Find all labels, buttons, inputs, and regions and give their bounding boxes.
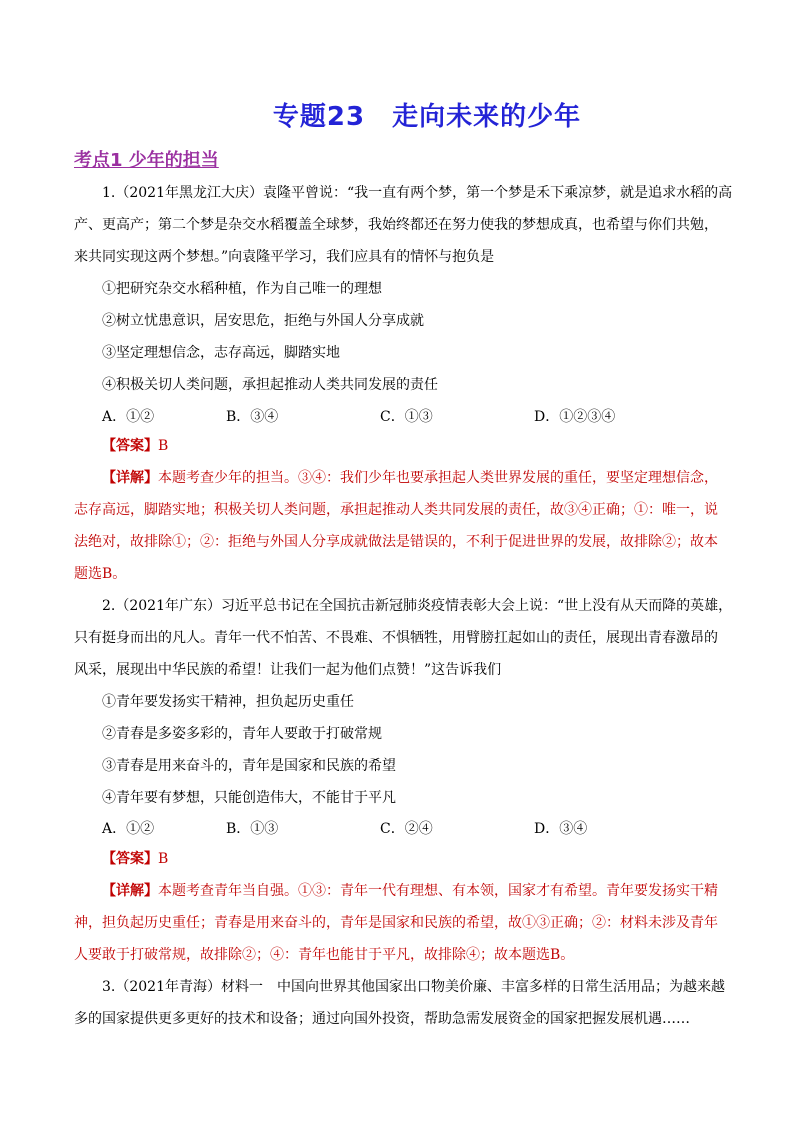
q2-stem-line-1: 2.（2021年广东）习近平总书记在全国抗击新冠肺炎疫情表彰大会上说：“世上没有从天而降的英雄，	[102, 598, 733, 614]
q1-answer	[102, 436, 752, 456]
q1-option-d: D．①②③④	[534, 409, 616, 425]
page-title: 专题23 走向未来的少年	[272, 102, 582, 132]
q1-item-1: ①把研究杂交水稻种植，作为自己唯一的理想	[102, 281, 382, 297]
q2-item-4: ④青年要有梦想，只能创造伟大，不能甘于平凡	[102, 790, 396, 806]
section-heading: 考点1 少年的担当	[74, 150, 219, 171]
q2-option-a: A．①②	[102, 821, 155, 837]
q1-item-3: ③坚定理想信念，志存高远，脚踏实地	[102, 345, 340, 361]
q2-detail-line-3: 人要敢于打破常规，故排除②；④：青年也能甘于平凡，故排除④；故本题选B。	[74, 947, 575, 963]
q1-option-a: A．①②	[102, 409, 155, 425]
q1-detail-line-1	[102, 468, 752, 488]
q2-detail-line-2: 神，担负起历史重任；青春是用来奋斗的，青年是国家和民族的希望，故①③正确；②：材料未涉及青年	[74, 915, 718, 931]
q1-stem-line-1: 1.（2021年黑龙江大庆）袁隆平曾说：“我一直有两个梦，第一个梦是禾下乘凉梦，就是追求水稻的高	[102, 185, 733, 201]
q1-answer-label: 【答案】	[102, 438, 158, 454]
q2-answer	[102, 849, 752, 869]
q2-item-1: ①青年要发扬实干精神，担负起历史重任	[102, 694, 354, 710]
q2-item-2: ②青春是多姿多彩的，青年人要敢于打破常规	[102, 726, 382, 742]
q1-detail-line-4: 题选B。	[74, 566, 127, 582]
q2-option-d: D．③④	[534, 821, 588, 837]
q2-option-b: B．①③	[226, 821, 279, 837]
q3-stem-line-1: 3.（2021年青海）材料一 中国向世界其他国家出口物美价廉、丰富多样的日常生活用品；为越来越	[102, 979, 725, 995]
q2-detail-text-1: 本题考查青年当自强。①③：青年一代有理想、有本领，国家才有希望。青年要发扬实干精	[158, 883, 718, 899]
q1-detail-line-3: 法绝对，故排除①；②：拒绝与外国人分享成就做法是错误的，不利于促进世界的发展，故排除②；故本	[74, 534, 718, 550]
q2-options	[102, 818, 722, 838]
q2-item-3: ③青春是用来奋斗的，青年是国家和民族的希望	[102, 758, 396, 774]
q1-stem-line-2: 产、更高产；第二个梦是杂交水稻覆盖全球梦，我始终都还在努力使我的梦想成真，也希望与你们共勉，	[74, 217, 718, 233]
q1-item-4: ④积极关切人类问题，承担起推动人类共同发展的责任	[102, 377, 438, 393]
q1-item-2: ②树立忧患意识，居安思危，拒绝与外国人分享成就	[102, 313, 424, 329]
q2-stem-line-3: 风采，展现出中华民族的希望！让我们一起为他们点赞！”这告诉我们	[74, 662, 502, 678]
q2-detail-line-1	[102, 881, 752, 901]
q2-answer-label: 【答案】	[102, 851, 158, 867]
q1-option-c: C．①③	[380, 409, 433, 425]
q1-option-b: B．③④	[226, 409, 279, 425]
q1-options	[102, 406, 722, 426]
q2-answer-value: B	[158, 851, 169, 867]
q3-stem-line-2: 多的国家提供更多更好的技术和设备；通过向国外投资，帮助急需发展资金的国家把握发展机遇……	[74, 1011, 690, 1027]
q2-detail-label: 【详解】	[102, 883, 158, 899]
q1-detail-line-2: 志存高远，脚踏实地；积极关切人类问题，承担起推动人类共同发展的责任，故③④正确；①：唯一，说	[74, 502, 718, 518]
q1-detail-label: 【详解】	[102, 470, 158, 486]
q2-option-c: C．②④	[380, 821, 433, 837]
q1-answer-value: B	[158, 438, 169, 454]
q2-stem-line-2: 只有挺身而出的凡人。青年一代不怕苦、不畏难、不惧牺牲，用臂膀扛起如山的责任，展现出青春激昂的	[74, 630, 718, 646]
q1-detail-text-1: 本题考查少年的担当。③④：我们少年也要承担起人类世界发展的重任，要坚定理想信念，	[158, 470, 718, 486]
q1-stem-line-3: 来共同实现这两个梦想。”向袁隆平学习，我们应具有的情怀与抱负是	[74, 249, 495, 265]
